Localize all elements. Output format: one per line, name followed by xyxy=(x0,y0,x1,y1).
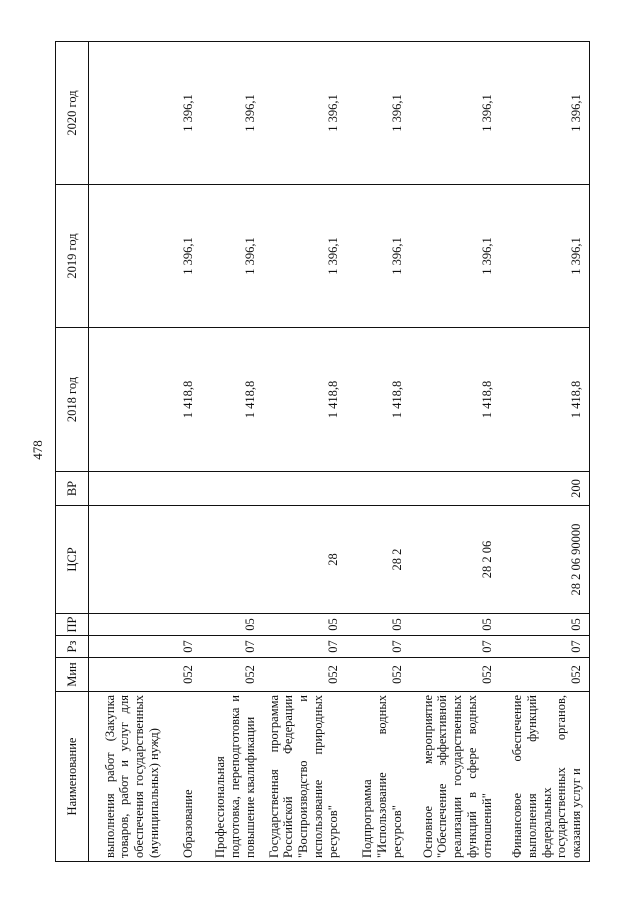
row-rz: 07 xyxy=(263,636,346,658)
row-rz: 07 xyxy=(201,636,263,658)
row-rz: 07 xyxy=(345,636,409,658)
row-min: 052 xyxy=(409,658,499,692)
row-csr: 28 2 06 xyxy=(409,506,499,614)
row-2018 xyxy=(89,328,167,472)
rotated-budget-table-container xyxy=(55,42,585,862)
page-number: 478 xyxy=(30,440,45,460)
row-name: Образование xyxy=(167,692,201,862)
row-csr: 28 2 06 90000 xyxy=(499,506,589,614)
row-2019: 1 396,1 xyxy=(167,185,201,328)
row-min: 052 xyxy=(167,658,201,692)
row-min: 052 xyxy=(263,658,346,692)
row-2018: 1 418,8 xyxy=(201,328,263,472)
row-2019: 1 396,1 xyxy=(409,185,499,328)
row-pr: 05 xyxy=(263,614,346,636)
row-2018: 1 418,8 xyxy=(345,328,409,472)
row-vr xyxy=(345,472,409,506)
table-row xyxy=(201,42,263,862)
row-rz xyxy=(89,636,167,658)
row-name: Профессиональная подготовка, переподготовка и повышение квалификации xyxy=(201,692,263,862)
header-pr: ПР xyxy=(56,614,89,636)
row-min: 052 xyxy=(201,658,263,692)
row-2020: 1 396,1 xyxy=(345,42,409,185)
row-2018: 1 418,8 xyxy=(167,328,201,472)
row-csr: 28 2 xyxy=(345,506,409,614)
row-2019: 1 396,1 xyxy=(201,185,263,328)
table-row xyxy=(409,42,499,862)
row-2018: 1 418,8 xyxy=(409,328,499,472)
row-rz: 07 xyxy=(409,636,499,658)
header-2018: 2018 год xyxy=(56,328,89,472)
row-vr: 200 xyxy=(499,472,589,506)
row-2019 xyxy=(89,185,167,328)
header-min: Мин xyxy=(56,658,89,692)
header-rz: Рз xyxy=(56,636,89,658)
row-2020 xyxy=(89,42,167,185)
row-name: Финансовое обеспечение выполнения функций федеральных государственных органов, оказания услуг и xyxy=(499,692,589,862)
table-row xyxy=(499,42,589,862)
row-pr xyxy=(89,614,167,636)
header-vr: ВР xyxy=(56,472,89,506)
header-2020: 2020 год xyxy=(56,42,89,185)
row-min: 052 xyxy=(345,658,409,692)
row-pr: 05 xyxy=(345,614,409,636)
row-2018: 1 418,8 xyxy=(263,328,346,472)
row-2019: 1 396,1 xyxy=(345,185,409,328)
row-2020: 1 396,1 xyxy=(263,42,346,185)
header-csr: ЦСР xyxy=(56,506,89,614)
row-2020: 1 396,1 xyxy=(167,42,201,185)
row-csr xyxy=(167,506,201,614)
table-row xyxy=(89,42,167,862)
row-name: Государственная программа Российской Федерации "Воспроизводство и использование природных ресурсов" xyxy=(263,692,346,862)
table-header-row xyxy=(56,42,89,862)
row-rz: 07 xyxy=(167,636,201,658)
header-2019: 2019 год xyxy=(56,185,89,328)
row-2018: 1 418,8 xyxy=(499,328,589,472)
row-rz: 07 xyxy=(499,636,589,658)
row-csr: 28 xyxy=(263,506,346,614)
row-min: 052 xyxy=(499,658,589,692)
row-2019: 1 396,1 xyxy=(263,185,346,328)
row-min xyxy=(89,658,167,692)
row-vr xyxy=(201,472,263,506)
row-pr: 05 xyxy=(409,614,499,636)
row-csr xyxy=(201,506,263,614)
row-pr xyxy=(167,614,201,636)
row-name: Подпрограмма "Использование водных ресурсов" xyxy=(345,692,409,862)
row-2020: 1 396,1 xyxy=(201,42,263,185)
table-row xyxy=(263,42,346,862)
row-name: выполнения работ (Закупка товаров, работ и услуг для обеспечения государственных (муниципальных) нужд) xyxy=(89,692,167,862)
row-vr xyxy=(263,472,346,506)
row-pr: 05 xyxy=(499,614,589,636)
row-pr: 05 xyxy=(201,614,263,636)
table-row xyxy=(167,42,201,862)
header-name: Наименование xyxy=(56,692,89,862)
row-2020: 1 396,1 xyxy=(409,42,499,185)
row-2019: 1 396,1 xyxy=(499,185,589,328)
row-vr xyxy=(167,472,201,506)
table-row xyxy=(345,42,409,862)
row-vr xyxy=(89,472,167,506)
row-vr xyxy=(409,472,499,506)
row-2020: 1 396,1 xyxy=(499,42,589,185)
row-name: Основное мероприятие "Обеспечение эффективной реализации государственных функций в сфере водных отношений" xyxy=(409,692,499,862)
budget-table xyxy=(55,41,590,862)
row-csr xyxy=(89,506,167,614)
